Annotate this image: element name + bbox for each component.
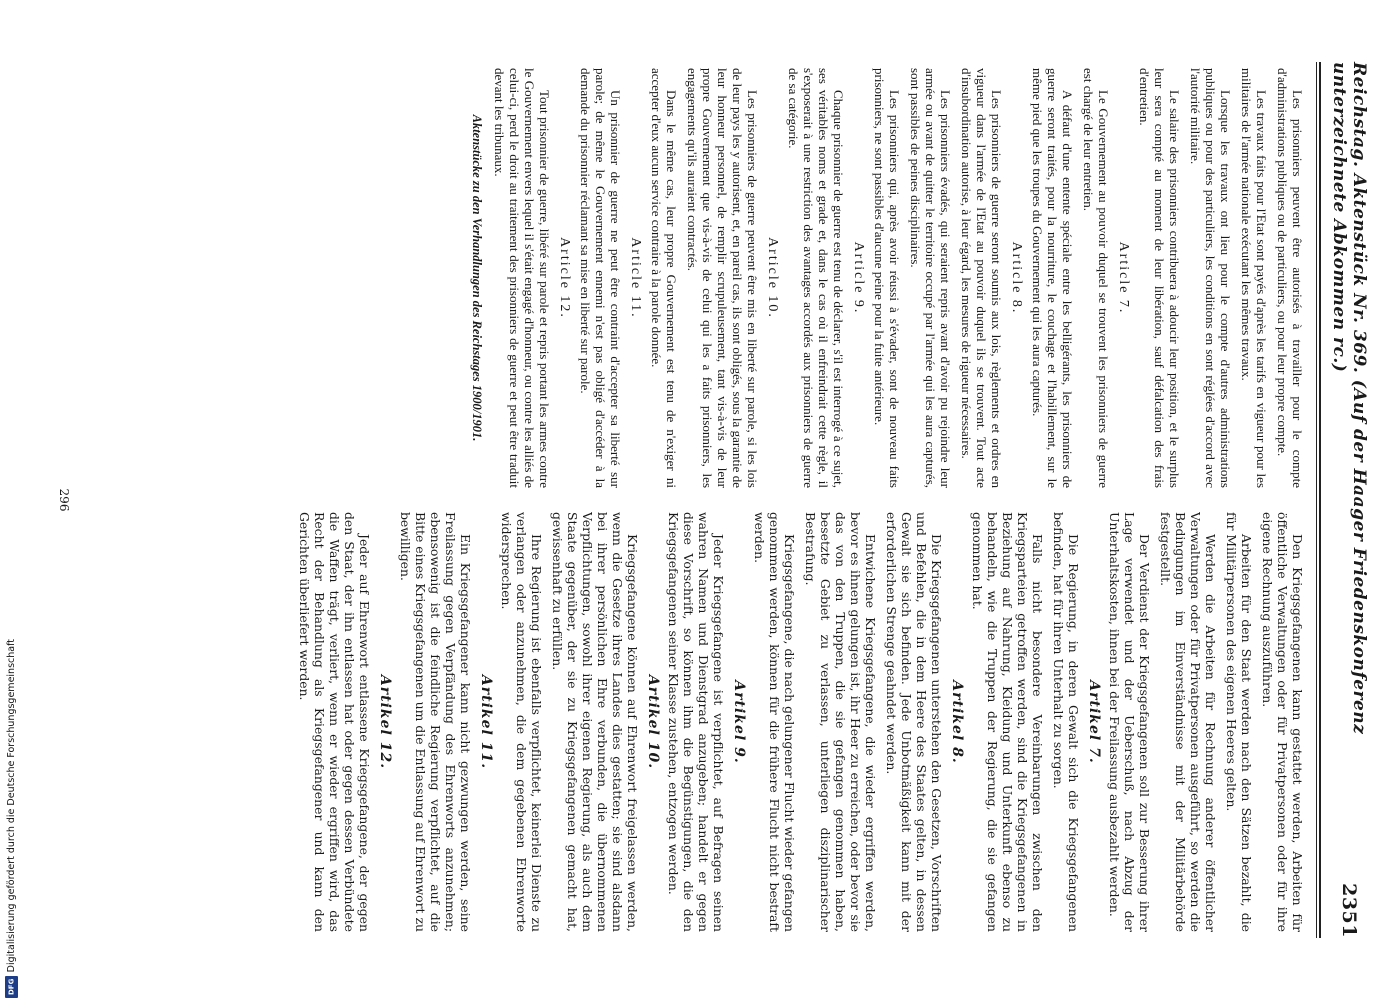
article-paragraph: Les prisonniers évadés, qui seraient repris avant d'avoir pu rejoindre leur armée ou avant de quitter le territoire occupé par l'armée qui les aura capturés, sont passibles de peines disciplinaires. — [908, 68, 953, 488]
article-paragraph: Jeder auf Ehrenwort entlassene Kriegsgefangene, der gegen den Staat, der ihn entlassen hat oder gegen dessen Verbündete die Waffen trägt, verliert, wenn er wieder ergriffen wird, das Recht der Behandlung als Kriegsgefangener und kann den Gerichten überliefert werden. — [297, 512, 372, 932]
article-paragraph: Kriegsgefangene können auf Ehrenwort freigelassen werden, wenn die Gesetze ihres Landes dies gestatten; sie sind alsdann bei ihrer persönlichen Ehre verbunden, die übernommenen Verpflichtungen, sowohl ihrer eigenen Regierung, als auch dem Staate gegenüber, der sie zu Kriegsgefangenen gemacht hat, gewissenhaft zu erfüllen. — [550, 512, 640, 932]
article-paragraph: Falls nicht besondere Vereinbarungen zwischen den Kriegsparteien getroffen werden, sind die Kriegsgefangenen in Beziehung auf Nahrung, Kleidung und Unterkunft ebenso zu behandeln, wie die Truppen der Regierung, die sie gefangen genommen hat. — [970, 512, 1045, 932]
article-paragraph: Tout prisonnier de guerre, libéré sur parole et repris portant les armes contre le Gouvernement envers lequel il s'était engagé d'honneur, ou contre les alliés de celui-ci, perd le droit au traitement des prisonniers de guerre et peut être traduit devant les tribunaux. — [492, 68, 552, 488]
header-rule — [1319, 62, 1321, 938]
article-paragraph: Die Regierung, in deren Gewalt sich die Kriegsgefangenen befinden, hat für ihren Unterhalt zu sorgen. — [1051, 512, 1081, 932]
intro-paragraph: Les prisonniers peuvent être autorisés à travailler pour le compte d'administrations publiques ou de particuliers, ou pour leur propre compte. — [1275, 68, 1305, 488]
article-heading: Article 11. — [628, 237, 643, 319]
article-paragraph: Ein Kriegsgefangener kann nicht gezwungen werden, seine Freilassung gegen Verpfändung des Ehrenworts anzunehmen; ebensowenig ist die feindliche Regierung verpflichtet, auf die Bitte eines Kriegsgefangenen um die Entlassung auf Ehrenwort zu bewilligen. — [398, 512, 473, 932]
article-paragraph: A défaut d'une entente spéciale entre les belligérants, les prisonniers de guerre seront traités, pour la nourriture, le couchage et l'habillement, sur le même pied que les troupes du Gouvernement qui les aura capturés. — [1030, 68, 1075, 488]
article-heading: Artikel 11. — [478, 674, 494, 770]
article-paragraph: Kriegsgefangene, die nach gelungener Flucht wieder gefangen genommen werden, können für die frühere Flucht nicht bestraft werden. — [752, 512, 797, 932]
dfg-logo-icon: DFG — [5, 976, 18, 998]
article-paragraph: Ihre Regierung ist ebenfalls verpflichtet, keinerlei Dienste zu verlangen oder anzunehmen, die dem gegebenen Ehrenworte widersprechen. — [499, 512, 544, 932]
article-heading: Artikel 10. — [645, 674, 661, 770]
article-paragraph: Les prisonniers de guerre peuvent être mis en liberté sur parole, si les lois de leur pays les y autorisent, et, en pareil cas, ils sont obligés, sous la garantie de leur honneur personnel, de remplir scrupuleusement, tant vis-à-vis de leur propre Gouvernement que vis-à-vis de celui qui les a faits prisonniers, les engagements qu'ils auraient contractés. — [685, 68, 760, 488]
intro-paragraph: Werden die Arbeiten für Rechnung anderer öffentlicher Verwaltungen oder für Privatpersonen ausgeführt, so werden die Bedingungen im Einverständnisse mit der Militärbehörde festgestellt. — [1158, 512, 1218, 932]
bottom-page-number: 296 — [57, 488, 71, 512]
column-footer-note: Aktenstücke zu den Verhandlungen des Reichstages 1900/1901. — [470, 114, 484, 442]
article-heading: Article 7. — [1116, 241, 1131, 315]
intro-paragraph: Le salaire des prisonniers contribuera à adoucir leur position, et le surplus leur sera compté au moment de leur libération, sauf défalcation des frais d'entretien. — [1137, 68, 1182, 488]
article-heading: Artikel 8. — [949, 680, 965, 764]
article-heading: Artikel 12. — [377, 674, 393, 770]
article-paragraph: Dans le même cas, leur propre Gouvernement est tenu de n'exiger ni accepter d'eux aucun service contraire à la parole donnée. — [649, 68, 679, 488]
intro-paragraph: Den Kriegsgefangenen kann gestattet werden, Arbeiten für öffentliche Verwaltungen oder für Privatpersonen oder für ihre eigene Rechnung auszuführen. — [1260, 512, 1305, 932]
article-heading: Article 8. — [1009, 241, 1024, 315]
article-heading: Article 10. — [765, 237, 780, 319]
french-column — [90, 68, 1305, 488]
article-heading: Article 12. — [557, 237, 572, 319]
article-heading: Artikel 9. — [731, 680, 747, 764]
article-paragraph: Entwichene Kriegsgefangene, die wieder ergriffen werden, bevor es ihnen gelungen ist, ihr Heer zu erreichen, oder bevor sie das von den Truppen, die sie gefangen genommen haben, besetzte Gebiet zu verlassen, unterliegen disziplinarischer Bestrafung. — [803, 512, 878, 932]
intro-paragraph: Der Verdienst der Kriegsgefangenen soll zur Besserung ihrer Lage verwendet und der Ueberschuß, nach Abzug der Unterhaltskosten, ihnen bei der Freilassung ausbezahlt werden. — [1107, 512, 1152, 932]
article-heading: Artikel 7. — [1086, 680, 1102, 764]
article-heading: Article 9. — [851, 241, 866, 315]
header-rule-thin — [1316, 62, 1317, 938]
header-page-number: 2351 — [1338, 883, 1360, 938]
intro-paragraph: Les travaux faits pour l'Etat sont payés d'après les tarifs en vigueur pour les militaires de l'armée nationale exécutant les mêmes travaux. — [1239, 68, 1269, 488]
intro-paragraph: Arbeiten für den Staat werden nach den Sätzen bezahlt, die für Militärpersonen des eigenen Heeres gelten. — [1224, 512, 1254, 932]
intro-paragraph: Lorsque les travaux ont lieu pour le compte d'autres administrations publiques ou pour des particuliers, les conditions en sont réglées d'accord avec l'autorité militaire. — [1188, 68, 1233, 488]
credit-text: Digitalisierung gefördert durch die Deutsche Forschungsgemeinschaft — [5, 638, 17, 972]
article-paragraph: Un prisonnier de guerre ne peut être contraint d'accepter sa liberté sur parole; de même le Gouvernement ennemi n'est pas obligé d'accéder à la demande du prisonnier réclamant sa mise en liberté sur parole. — [578, 68, 623, 488]
article-paragraph: Le Gouvernement au pouvoir duquel se trouvent les prisonniers de guerre est chargé de leur entretien. — [1081, 68, 1111, 488]
digitization-credit — [2, 606, 20, 998]
article-paragraph: Les prisonniers de guerre seront soumis aux lois, règlements et ordres en vigueur dans l'armée de l'Etat au pouvoir duquel ils se trouvent. Tout acte d'insubordination autorise, à leur égard, les mesures de rigueur nécessaires. — [959, 68, 1004, 488]
article-paragraph: Les prisonniers qui, après avoir réussi à s'évader, sont de nouveau faits prisonniers, ne sont passibles d'aucune peine pour la fuite antérieure. — [872, 68, 902, 488]
article-paragraph: Jeder Kriegsgefangene ist verpflichtet, auf Befragen seinen wahren Namen und Dienstgrad anzugeben; handelt er gegen diese Vorschrift, so können ihm die Begünstigungen, die den Kriegsgefangenen seiner Klasse zustehen, entzogen werden. — [666, 512, 726, 932]
article-paragraph: Chaque prisonnier de guerre est tenu de déclarer, s'il est interrogé à ce sujet, ses véritables noms et grade et, dans le cas où il enfreindrait cette règle, il s'exposerait à une restriction des avantages accordés aux prisonniers de guerre de sa catégorie. — [786, 68, 846, 488]
header-title: Reichstag. Aktenstück Nr. 369. (Auf der Haager Friedenskonferenz unterzeichnete Abkommen rc.) — [1329, 62, 1369, 735]
page-header — [1329, 62, 1369, 938]
german-column — [90, 512, 1305, 932]
article-paragraph: Die Kriegsgefangenen unterstehen den Gesetzen, Vorschriften und Befehlen, die in dem Heere des Staates gelten, in dessen Gewalt sie sich befinden. Jede Unbotmäßigkeit kann mit der erforderlichen Strenge geahndet werden. — [884, 512, 944, 932]
